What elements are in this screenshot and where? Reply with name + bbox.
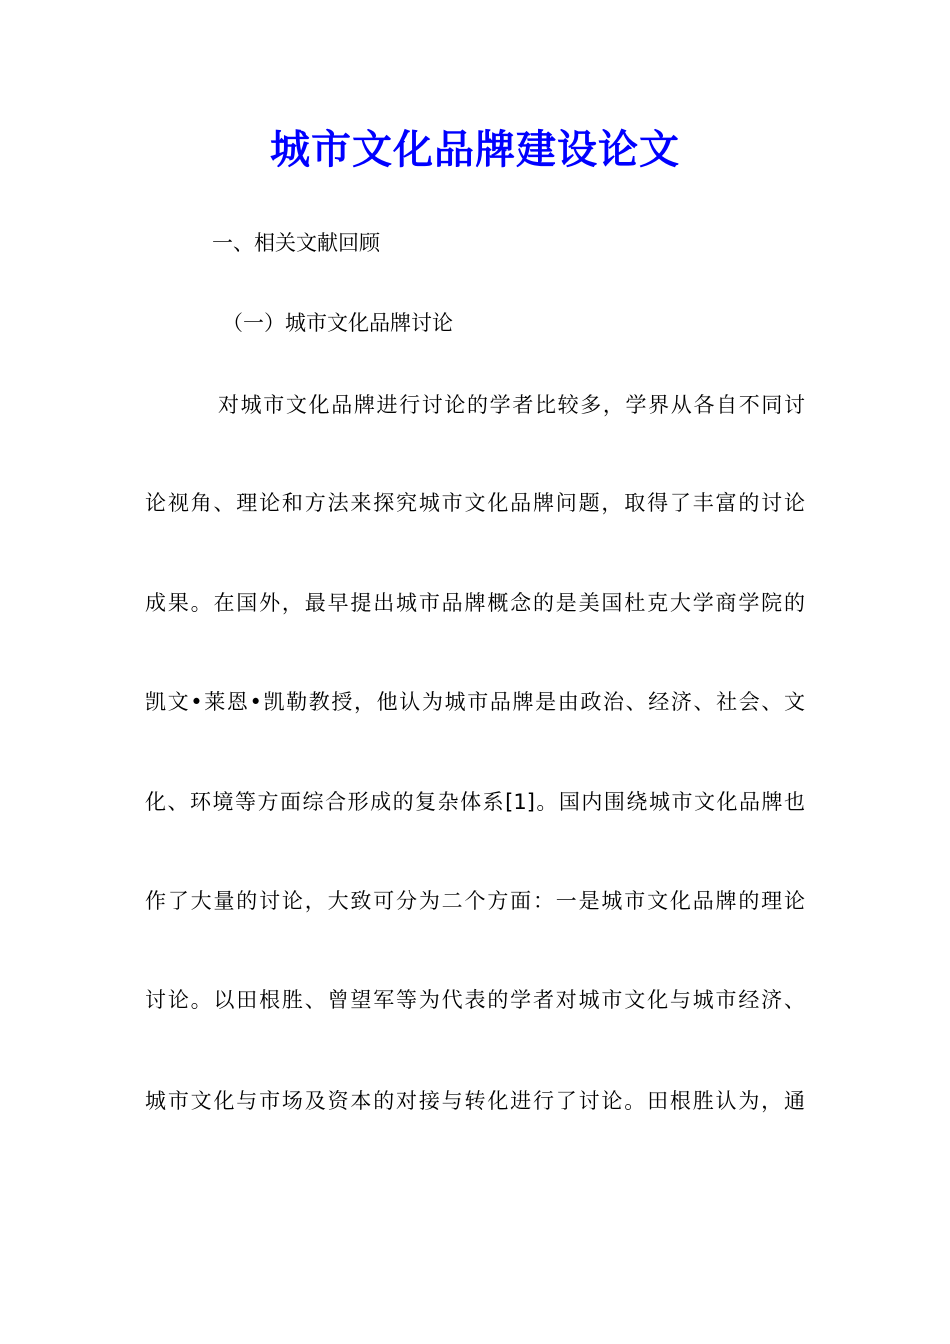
paragraph-line: 城市文化与市场及资本的对接与转化进行了讨论。田根胜认为，通 [145, 1089, 805, 1113]
paragraph-line: 成果。在国外，最早提出城市品牌概念的是美国杜克大学商学院的 [145, 591, 805, 615]
paragraph-line: 凯文•莱恩•凯勒教授，他认为城市品牌是由政治、经济、社会、文 [145, 690, 805, 714]
paragraph-line: 论视角、理论和方法来探究城市文化品牌问题，取得了丰富的讨论 [145, 491, 805, 515]
subsection-heading: （一）城市文化品牌讨论 [222, 311, 453, 335]
document-title: 城市文化品牌建设论文 [270, 126, 680, 173]
section-heading: 一、相关文献回顾 [212, 231, 380, 255]
paragraph-line: 化、环境等方面综合形成的复杂体系[1]。国内围绕城市文化品牌也 [145, 790, 805, 814]
paragraph-line: 讨论。以田根胜、曾望军等为代表的学者对城市文化与城市经济、 [145, 988, 805, 1012]
paragraph-line: 作了大量的讨论，大致可分为二个方面：一是城市文化品牌的理论 [145, 889, 805, 913]
paragraph-line: 对城市文化品牌进行讨论的学者比较多，学界从各自不同讨 [218, 393, 805, 417]
